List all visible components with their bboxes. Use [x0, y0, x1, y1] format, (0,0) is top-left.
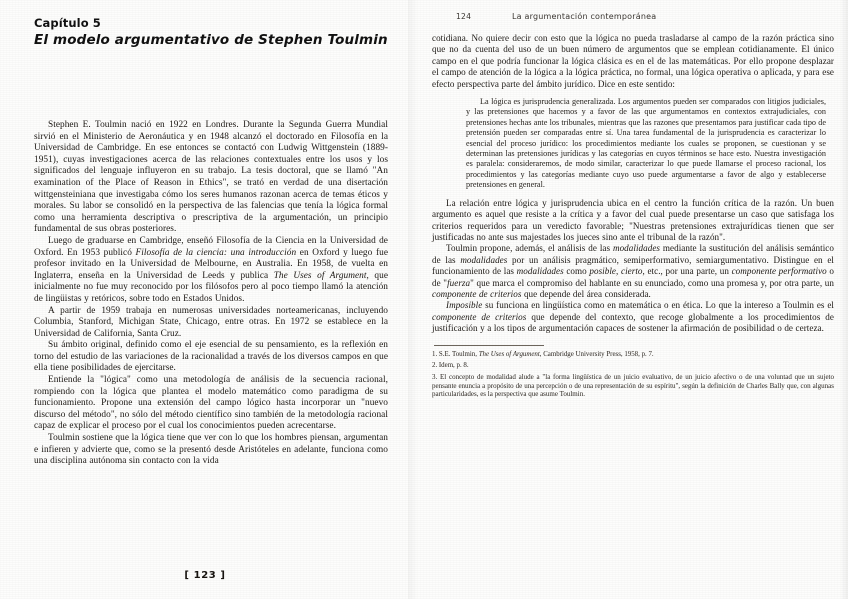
footnote: 1. S.E. Toulmin, The Uses of Argument, Cambridge University Press, 1958, p. 7.	[432, 350, 654, 358]
paragraph: Entiende la "lógica" como una metodología de análisis de la secuencia racional, rompiendo con la lógica que plantea el modelo matemático como paradigma de su funcionamiento. Propone una extensión del campo lógico hasta incorporar un "nuevo discurso del método", no sólo del método científico sino también de la metodología racional capaz de explicar el proceso por el cual los conocimientos pueden acrecentarse.	[34, 375, 388, 432]
left-page	[0, 0, 410, 599]
paragraph: Imposible su funciona en lingüística como en matemática o en ética. Lo que la intereso a Toulmin es el componente de criterios que depende del contexto, que recoge globalmente a los procedimientos de justificación y a los tipos de argumentación capaces de sostener la afirmación de posibilidad o de certeza.	[432, 300, 834, 334]
right-page	[410, 0, 848, 599]
footnotes	[432, 351, 834, 399]
footnote: 2. Idem, p. 8.	[432, 361, 469, 369]
running-head	[432, 12, 834, 21]
paragraph: A partir de 1959 trabaja en numerosas universidades norteamericanas, incluyendo Columbia, Stanford, Michigan State, Chicago, entre otras. En 1972 se establece en la Universidad de California, Santa Cruz.	[34, 305, 388, 339]
chapter-label: Capítulo 5	[34, 16, 101, 30]
chapter-title: El modelo argumentativo de Stephen Toulmin	[34, 32, 388, 48]
paragraph: Toulmin propone, además, el análisis de las modalidades mediante la sustitución del análisis semántico de las modalidades por un análisis pragmático, semiperformativo, semiargumentativo. Distingue en el funcionamiento de las modalidades como posible, cierto, etc., por una parte, un componente performativo o de "fuerza" que marca el compromiso del hablante en su enunciado, como una promesa y, por otra parte, un componente de criterios que depende del área considerada.	[432, 243, 835, 299]
left-page-body	[34, 120, 388, 468]
footnote: 3. El concepto de modalidad alude a "la forma lingüística de un juicio evaluativo, de un juicio afectivo o de una voluntad que un sujeto pensante enuncia a propósito de una percepción o de una representación de su espíritu", según la definición de Charles Bally que, con algunas particularidades, es la perspectiva que asume Toulmin.	[432, 373, 834, 399]
paragraph: Luego de graduarse en Cambridge, enseñó Filosofía de la Ciencia en la Universidad de Oxford. En 1953 publicó Filosofía de la ciencia: una introducción en Oxford y luego fue profesor invitado en la Universidad de Melbourne, en Australia. En 1958, de vuelta en Inglaterra, enseña en la Universidad de Leeds y publica The Uses of Argument, que inicialmente no fue muy reconocido por los filósofos pero al poco tiempo llamó la atención de lingüistas y retóricos, sobre todo en Estados Unidos.	[34, 235, 388, 304]
running-head-title: La argumentación contemporánea	[512, 12, 657, 21]
right-page-body	[432, 33, 834, 335]
block-quote: La lógica es jurisprudencia generalizada. Los argumentos pueden ser comparados con litigios judiciales, y las pretensiones que hacemos y a favor de las que argumentamos en contextos extrajudiciales, con pretensiones hechas ante los tribunales, mientras que las razones que presentamos para justificar cada tipo de pretensión pueden ser comparadas entre sí. Una tarea fundamental de la jurisprudencia es caracterizar lo esencial del proceso jurídico: los procedimientos mediante los cuales se proponen, se cuestionan y se determinan las pretensiones jurídicas y las categorías en cuyos términos se hace esto. Nuestra investigación es paralela: consideraremos, de modo similar, caracterizar lo que puede llamarse el proceso racional, los procedimientos y las categorías mediante cuyo uso puede argumentarse a favor de algo y establecerse pretensiones en general.	[466, 97, 826, 190]
paragraph: Su ámbito original, definido como el eje esencial de su pensamiento, es la reflexión en torno del estudio de las variaciones de la racionalidad a través de los diversos campos en que ella tiene posibilidades de ejercitarse.	[34, 340, 388, 374]
paragraph: Stephen E. Toulmin nació en 1922 en Londres. Durante la Segunda Guerra Mundial sirvió en el Ministerio de Aeronáutica y en 1948 alcanzó el doctorado en Filosofía en la Universidad de Cambridge. En ese entonces se contactó con Ludwig Wittgenstein (1889-1951), cuyas investigaciones acerca de las relaciones contextuales entre los usos y los significados del lenguaje influyeron en su trabajo. La tesis doctoral, que se llamó "An examination of the Place of Reason in Ethics", se trató en verdad de una disertación wittgensteiniana que investigaba cómo los seres humanos razonan acerca de temas éticos y morales. Su labor se consolidó en la perspectiva de las falencias que tenía la lógica formal como una herramienta descriptiva o prescriptiva de la argumentación, un principio fundamental de sus obras posteriores.	[34, 120, 388, 235]
chapter-heading	[34, 16, 388, 48]
page-edge-shadow	[840, 0, 848, 599]
running-head-folio: 124	[456, 12, 472, 21]
paragraph: Toulmin sostiene que la lógica tiene que ver con lo que los hombres piensan, argumentan e infieren y advierte que, como se la presentó desde Aristóteles en adelante, funciona como una disciplina autónoma sin contacto con la vida	[34, 433, 388, 467]
paragraph: La relación entre lógica y jurisprudencia ubica en el centro la función crítica de la razón. Un buen argumento es aquel que resiste a la crítica y a favor del cual puede presentarse un caso que satisfaga los criterios requeridos para un veredicto favorable; "Nuestras pretensiones extrajurídicas tienen que ser justificadas no ante sus majestades los jueces sino ante el tribunal de la razón".	[432, 197, 834, 242]
footnote-separator	[434, 345, 544, 346]
page-folio: [ 123 ]	[184, 570, 226, 581]
paragraph: cotidiana. No quiere decir con esto que la lógica no pueda trasladarse al campo de la razón práctica sino que no da cuenta del uso de un buen número de argumentos que se emplean cotidianamente. El único campo en el que podría funcionar la lógica clásica es en el de las matemáticas. Por ello propone desplazar el campo de atención de la lógica a la lógica práctica, no formal, una lógica operativa o aplicada, y para ese efecto perspectiva parte del ámbito jurídico. Dice en este sentido:	[432, 33, 834, 89]
